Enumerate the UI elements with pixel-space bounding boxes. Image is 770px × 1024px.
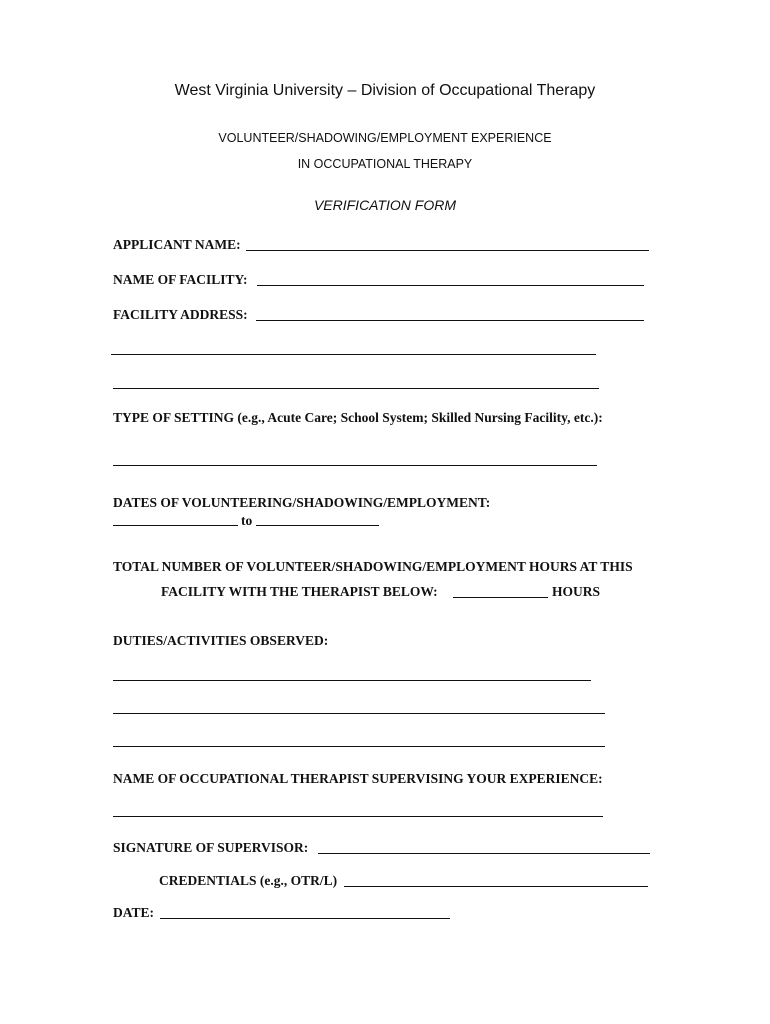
date-field[interactable]: [160, 918, 450, 919]
therapist-name-field[interactable]: [113, 816, 603, 817]
verification-form-title: VERIFICATION FORM: [313, 197, 457, 213]
setting-type-label: TYPE OF SETTING (e.g., Acute Care; School System; Skilled Nursing Facility, etc.):: [113, 410, 603, 425]
facility-name-label: NAME OF FACILITY:: [113, 272, 248, 287]
total-hours-field[interactable]: [453, 597, 548, 598]
form-subtitle-line2: IN OCCUPATIONAL THERAPY: [297, 157, 473, 171]
facility-name-field[interactable]: [257, 285, 644, 286]
date-label: DATE:: [113, 905, 155, 920]
start-date-field[interactable]: [113, 525, 238, 526]
applicant-name-field[interactable]: [246, 250, 649, 251]
duties-line-3[interactable]: [113, 746, 605, 747]
duties-label: DUTIES/ACTIVITIES OBSERVED:: [113, 633, 329, 648]
signature-label: SIGNATURE OF SUPERVISOR:: [113, 840, 309, 855]
facility-address-line-3[interactable]: [113, 388, 599, 389]
dates-to-label: to: [241, 513, 253, 528]
facility-address-field[interactable]: [256, 320, 644, 321]
hours-unit-label: HOURS: [552, 584, 601, 599]
form-subtitle-line1: VOLUNTEER/SHADOWING/EMPLOYMENT EXPERIENCE: [218, 131, 552, 145]
therapist-name-label: NAME OF OCCUPATIONAL THERAPIST SUPERVISING YOUR EXPERIENCE:: [113, 771, 603, 786]
total-hours-label-line2: FACILITY WITH THE THERAPIST BELOW:: [161, 584, 438, 599]
signature-field[interactable]: [318, 853, 650, 854]
credentials-field[interactable]: [344, 886, 648, 887]
university-title: West Virginia University – Division of Occupational Therapy: [174, 82, 596, 99]
credentials-label: CREDENTIALS (e.g., OTR/L): [159, 873, 338, 888]
facility-address-line-2[interactable]: [111, 354, 596, 355]
setting-type-field[interactable]: [113, 465, 597, 466]
applicant-name-label: APPLICANT NAME:: [113, 237, 241, 252]
dates-label: DATES OF VOLUNTEERING/SHADOWING/EMPLOYMENT:: [113, 495, 491, 510]
end-date-field[interactable]: [256, 525, 379, 526]
duties-line-1[interactable]: [113, 680, 591, 681]
facility-address-label: FACILITY ADDRESS:: [113, 307, 248, 322]
duties-line-2[interactable]: [113, 713, 605, 714]
total-hours-label-line1: TOTAL NUMBER OF VOLUNTEER/SHADOWING/EMPLOYMENT HOURS AT THIS: [113, 559, 633, 574]
